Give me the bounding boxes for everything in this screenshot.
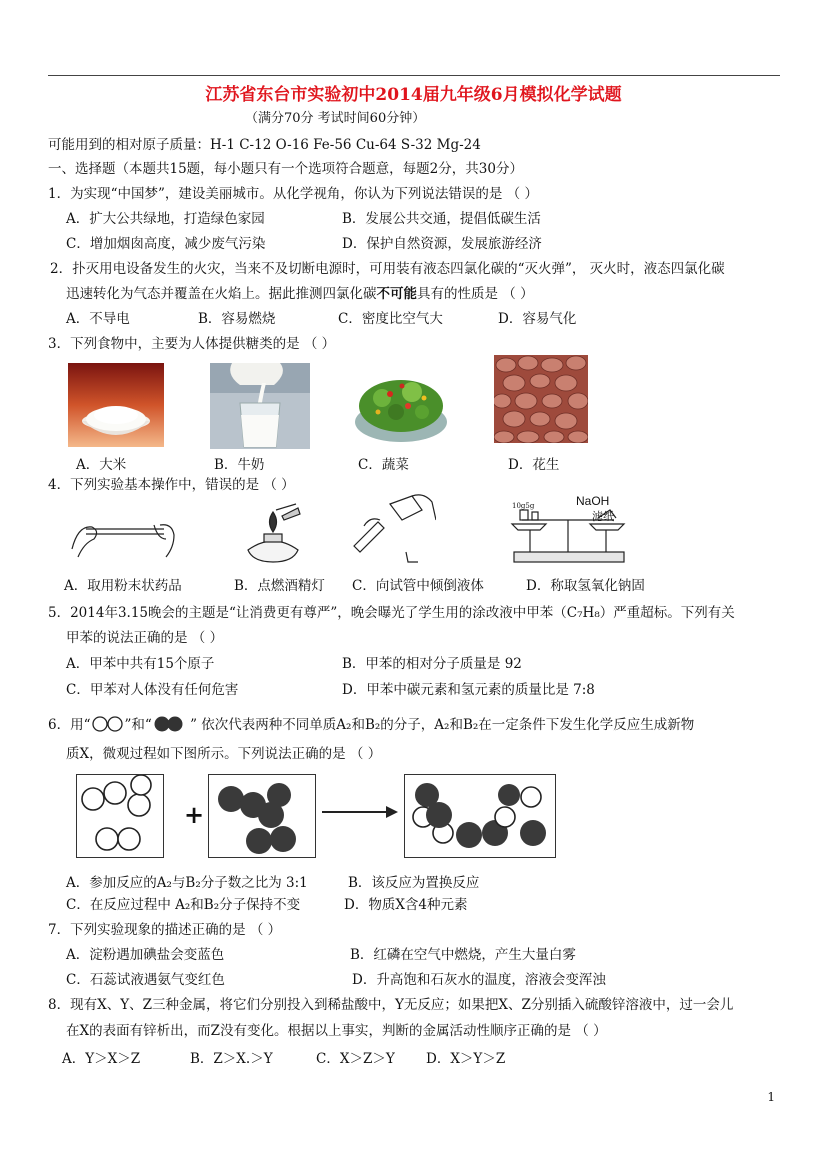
q3-option-a: A．大米 (76, 457, 127, 473)
q5-stem-line1: 5．2014年3.15晚会的主题是“让消费更有尊严”，晚会曝光了学生用的涂改液中甲苯（C₇H₈）严重超标。下列有关 (48, 605, 735, 621)
q7-option-b: B．红磷在空气中燃烧，产生大量白雾 (350, 947, 576, 963)
page-number: 1 (767, 1090, 775, 1104)
q6-text-2: ”和“ (124, 717, 152, 733)
q2-stem-tail: 具有的性质是 （ ） (417, 286, 534, 302)
reactant-a2-box (76, 774, 164, 858)
q1-option-d: D．保护自然资源，发展旅游经济 (342, 236, 542, 252)
atomic-mass-line: 可能用到的相对原子质量：H-1 C-12 O-16 Fe-56 Cu-64 S-32 Mg-24 (48, 137, 481, 153)
q2-option-b: B．容易燃烧 (198, 311, 276, 327)
alcohol-lamp-image (238, 502, 308, 566)
q8-stem-line2: 在X的表面有锌析出，而Z没有变化。根据以上事实，判断的金属活动性顺序正确的是 （ ） (66, 1023, 607, 1039)
q5-option-d: D．甲苯中碳元素和氢元素的质量比是 7:8 (342, 682, 595, 698)
q5-option-b: B．甲苯的相对分子质量是 92 (342, 656, 522, 672)
q6-option-d: D．物质X含4种元素 (344, 897, 468, 913)
a2-molecules (77, 775, 163, 857)
q1-option-a: A．扩大公共绿地，打造绿色家园 (66, 211, 265, 227)
q2-emphasis: 不可能 (376, 286, 417, 302)
b2-molecule-icon (152, 716, 186, 732)
q4-option-a: A．取用粉末状药品 (64, 578, 182, 594)
q2-option-c: C．密度比空气大 (338, 311, 443, 327)
q1-option-b: B．发展公共交通，提倡低碳生活 (342, 211, 541, 227)
q2-stem-line1: 2．扑灭用电设备发生的火灾，当来不及切断电源时，可用装有液态四氯化碳的“灭火弹”， 灭火时，液态四氯化碳 (50, 261, 725, 277)
header-rule (48, 75, 780, 76)
q7-option-d: D．升高饱和石灰水的温度，溶液会变浑浊 (352, 972, 606, 988)
reaction-arrow-icon (320, 802, 400, 822)
q8-option-a: A．Y＞X＞Z (62, 1051, 141, 1067)
product-box (404, 774, 556, 858)
a2-molecule-icon (91, 716, 125, 732)
q8-stem-line1: 8．现有X、Y、Z三种金属，将它们分别投入到稀盐酸中，Y无反应；如果把X、Z分别插入硫酸锌溶液中，过一会儿 (48, 997, 734, 1013)
q8-option-b: B．Z＞X.＞Y (190, 1051, 273, 1067)
q6-option-c: C．在反应过程中 A₂和B₂分子保持不变 (66, 897, 301, 913)
q4-stem: 4．下列实验基本操作中，错误的是 （ ） (48, 477, 295, 493)
q8-option-d: D．X＞Y＞Z (426, 1051, 506, 1067)
q4-option-b: B．点燃酒精灯 (234, 578, 325, 594)
q6-stem-line2: 质X，微观过程如下图所示。下列说法正确的是 （ ） (66, 746, 382, 762)
q5-option-a: A．甲苯中共有15个原子 (66, 656, 215, 672)
filter-paper-label: 滤纸 (592, 510, 614, 523)
q1-stem: 1．为实现“中国梦”，建设美丽城市。从化学视角，你认为下列说法错误的是 （ ） (48, 186, 538, 202)
q2-option-a: A．不导电 (66, 311, 130, 327)
q3-option-b: B．牛奶 (214, 457, 265, 473)
q4-option-d: D．称取氢氧化钠固 (526, 578, 645, 594)
q8-option-c: C．X＞Z＞Y (316, 1051, 395, 1067)
q6-option-b: B．该反应为置换反应 (348, 875, 480, 891)
q7-option-a: A．淀粉遇加碘盐会变蓝色 (66, 947, 225, 963)
q3-stem: 3．下列食物中，主要为人体提供糖类的是 （ ） (48, 336, 336, 352)
q6-stem-line1 (48, 713, 694, 733)
naoh-label: NaOH (576, 494, 610, 508)
q5-stem-line2: 甲苯的说法正确的是 （ ） (66, 630, 224, 646)
powder-transfer-image (68, 505, 178, 565)
milk-image (210, 363, 310, 449)
salad-image (352, 362, 450, 450)
b2-molecules (209, 775, 315, 857)
section-heading: 一、选择题（本题共15题，每小题只有一个选项符合题意，每题2分，共30分） (48, 161, 523, 177)
reactant-b2-box (208, 774, 316, 858)
pouring-liquid-image (350, 490, 436, 570)
product-molecules (405, 775, 555, 857)
q2-stem-line2 (66, 282, 534, 302)
q6-text-1: 6．用“ (48, 717, 91, 733)
q7-option-c: C．石蕊试液遇氨气变红色 (66, 972, 225, 988)
q6-option-a: A．参加反应的A₂与B₂分子数之比为 3:1 (66, 875, 308, 891)
q5-option-c: C．甲苯对人体没有任何危害 (66, 682, 239, 698)
q6-text-3: ” 依次代表两种不同单质A₂和B₂的分子，A₂和B₂在一定条件下发生化学反应生成新物 (185, 717, 695, 733)
q4-option-c: C．向试管中倾倒液体 (352, 578, 484, 594)
page-title: 江苏省东台市实验初中2014届九年级6月模拟化学试题 (205, 85, 622, 105)
q3-option-c: C．蔬菜 (358, 457, 409, 473)
rice-bowl-image (68, 363, 164, 447)
peanut-image (494, 355, 588, 443)
q7-stem: 7．下列实验现象的描述正确的是 （ ） (48, 922, 282, 938)
plus-sign: + (184, 800, 205, 829)
exam-info: （满分70分 考试时间60分钟） (245, 111, 426, 126)
q3-option-d: D．花生 (508, 457, 560, 473)
balance-weight-label: 10g5g (512, 502, 535, 510)
q2-stem-text: 迅速转化为气态并覆盖在火焰上。据此推测四氯化碳 (66, 286, 377, 302)
q1-option-c: C．增加烟囱高度，减少废气污染 (66, 236, 266, 252)
q2-option-d: D．容易气化 (498, 311, 577, 327)
